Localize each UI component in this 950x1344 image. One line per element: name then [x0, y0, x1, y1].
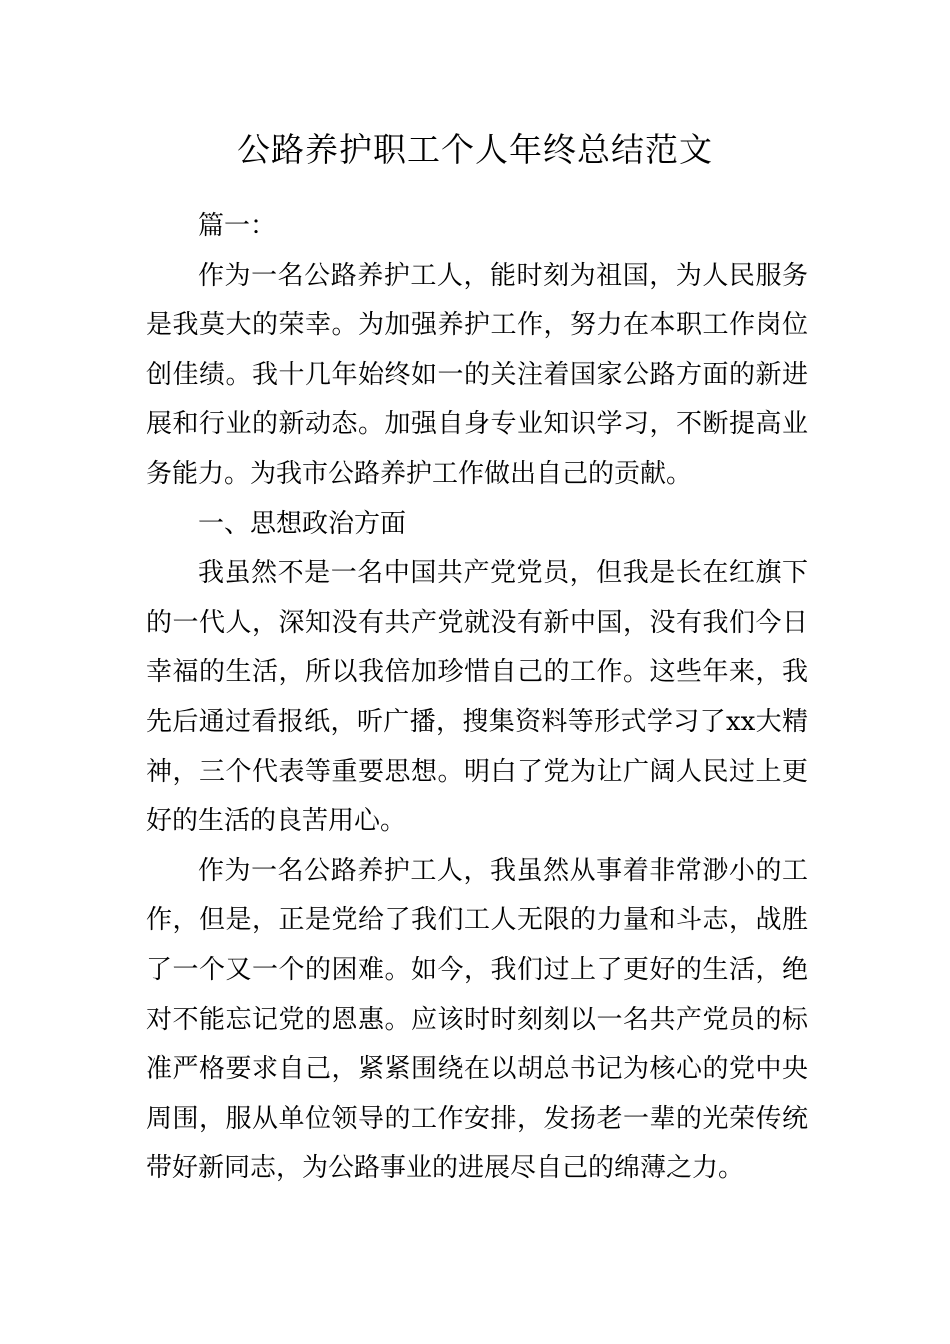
paragraph-ideology-1: 我虽然不是一名中国共产党党员，但我是长在红旗下的一代人，深知没有共产党就没有新中国，没有我们今日幸福的生活，所以我倍加珍惜自己的工作。这些年来，我先后通过看报纸，听广播，搜集资料等形式学习了xx大精神，三个代表等重要思想。明白了党为让广阔人民过上更好的生活的良苦用心。 — [146, 558, 808, 837]
paragraph-ideology-2: 作为一名公路养护工人，我虽然从事着非常渺小的工作，但是，正是党给了我们工人无限的力量和斗志，战胜了一个又一个的困难。如今，我们过上了更好的生活，绝对不能忘记党的恩惠。应该时时刻刻以一名共产党员的标准严格要求自己，紧紧围绕在以胡总书记为核心的党中央周围，服从单位领导的工作安排，发扬老一辈的光荣传统带好新同志，为公路事业的进展尽自己的绵薄之力。 — [146, 855, 808, 1184]
paragraph-intro: 作为一名公路养护工人，能时刻为祖国，为人民服务是我莫大的荣幸。为加强养护工作，努力在本职工作岗位创佳绩。我十几年始终如一的关注着国家公路方面的新进展和行业的新动态。加强自身专业知识学习，不断提高业务能力。为我市公路养护工作做出自己的贡献。 — [146, 260, 808, 489]
paragraph-heading-ideology: 一、思想政治方面 — [198, 508, 407, 539]
paragraph-section-label: 篇一： — [198, 211, 277, 241]
document-title: 公路养护职工个人年终总结范文 — [237, 130, 713, 169]
document-body — [146, 202, 808, 1194]
